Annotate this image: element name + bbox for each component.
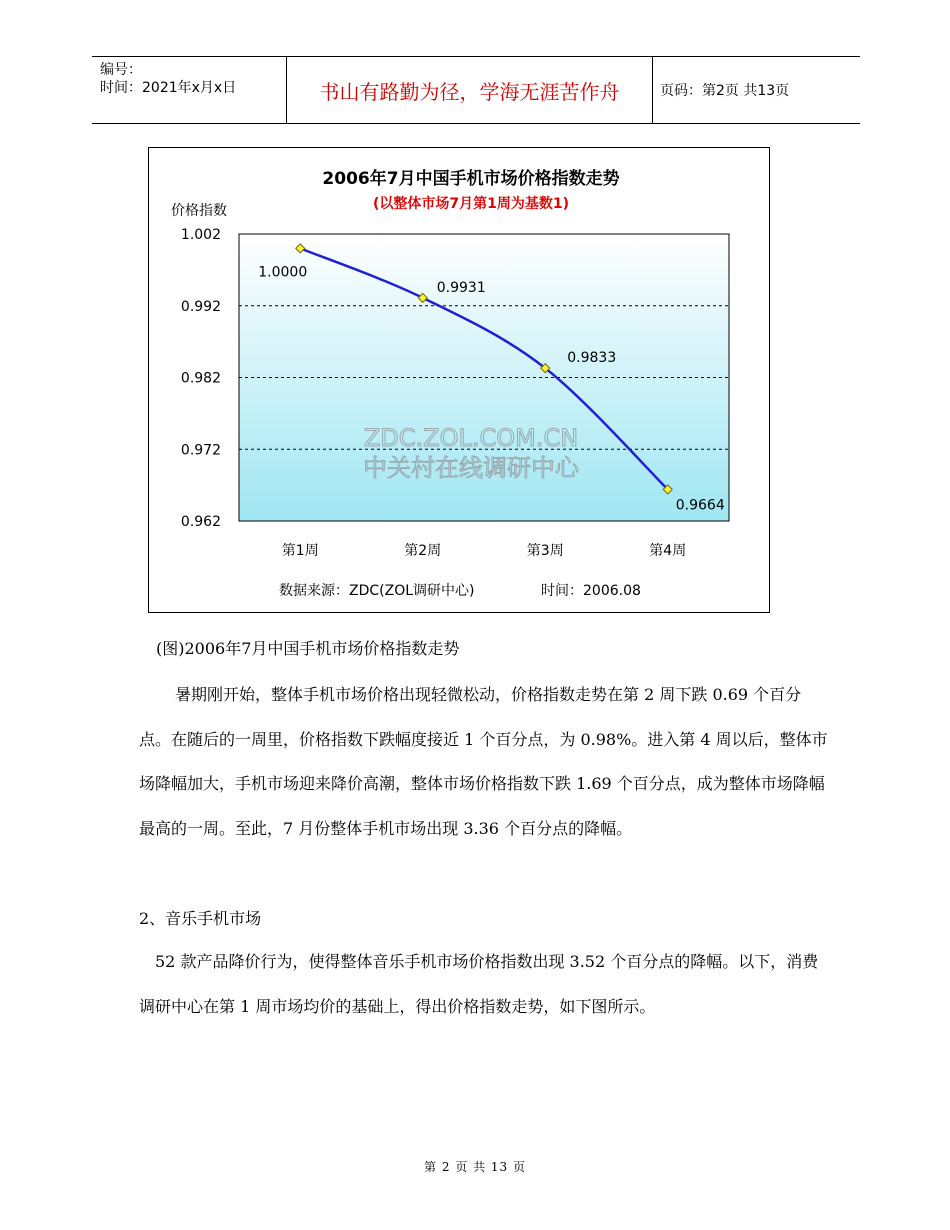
page-footer: 第 2 页 共 13 页 (424, 1160, 526, 1174)
header-page-label: 页码：第2页 共13页 (660, 83, 790, 99)
header-divider (652, 57, 653, 123)
header-motto: 书山有路勤为径，学海无涯苦作舟 (319, 79, 620, 104)
y-tick-label: 0.972 (180, 442, 221, 459)
chart-date: 时间：2006.08 (541, 583, 641, 599)
y-tick-label: 0.982 (180, 370, 221, 387)
x-tick-label: 第3周 (526, 543, 564, 559)
data-label: 0.9833 (567, 350, 617, 367)
header-meta (100, 61, 288, 97)
x-tick-labels (282, 543, 686, 559)
document-header (92, 56, 860, 124)
chart-subtitle: (以整体市场7月第1周为基数1) (372, 196, 570, 212)
paragraph-2: 52 款产品降价行为，使得整体音乐手机市场价格指数出现 3.52 个百分点的降幅。以下，消费调研中心在第 1 周市场均价的基础上，得出价格指数走势，如下图所示。 (139, 952, 819, 1016)
data-label: 0.9664 (675, 497, 725, 514)
x-tick-label: 第2周 (404, 543, 442, 559)
x-tick-label: 第1周 (281, 543, 319, 559)
chart-source: 数据来源：ZDC(ZOL调研中心) (279, 583, 475, 599)
y-tick-labels (181, 227, 221, 530)
data-label: 0.9931 (436, 279, 486, 296)
y-tick-label: 0.962 (180, 514, 221, 530)
watermark-line1: ZDC.ZOL.COM.CN (363, 424, 579, 452)
watermark-line2: 中关村在线调研中心 (363, 454, 579, 482)
data-label: 1.0000 (258, 264, 308, 281)
y-axis-label: 价格指数 (171, 203, 227, 219)
section-heading: 2、音乐手机市场 (139, 909, 262, 928)
x-tick-label: 第4周 (649, 543, 687, 559)
number-label: 编号： (100, 62, 142, 78)
paragraph-1: 暑期刚开始，整体手机市场价格出现轻微松动，价格指数走势在第 2 周下跌 0.69 个百分点。在随后的一周里，价格指数下跌幅度接近 1 个百分点，为 0.98%。进入第 4 周以后，整体市场降幅加大，手机市场迎来降价高潮，整体市场价格指数下跌 1.69 个百分点，成为整体市场降幅最高的一周。至此，7 月份整体手机市场出现 3.36 个百分点的降幅。 (139, 685, 828, 838)
chart-title: 2006年7月中国手机市场价格指数走势 (322, 169, 620, 189)
price-index-chart (148, 147, 770, 613)
time-label: 时间：2021年x月x日 (100, 80, 237, 96)
y-tick-label: 0.992 (180, 298, 221, 315)
y-tick-label: 1.002 (180, 227, 221, 243)
figure-caption: (图)2006年7月中国手机市场价格指数走势 (156, 639, 460, 658)
